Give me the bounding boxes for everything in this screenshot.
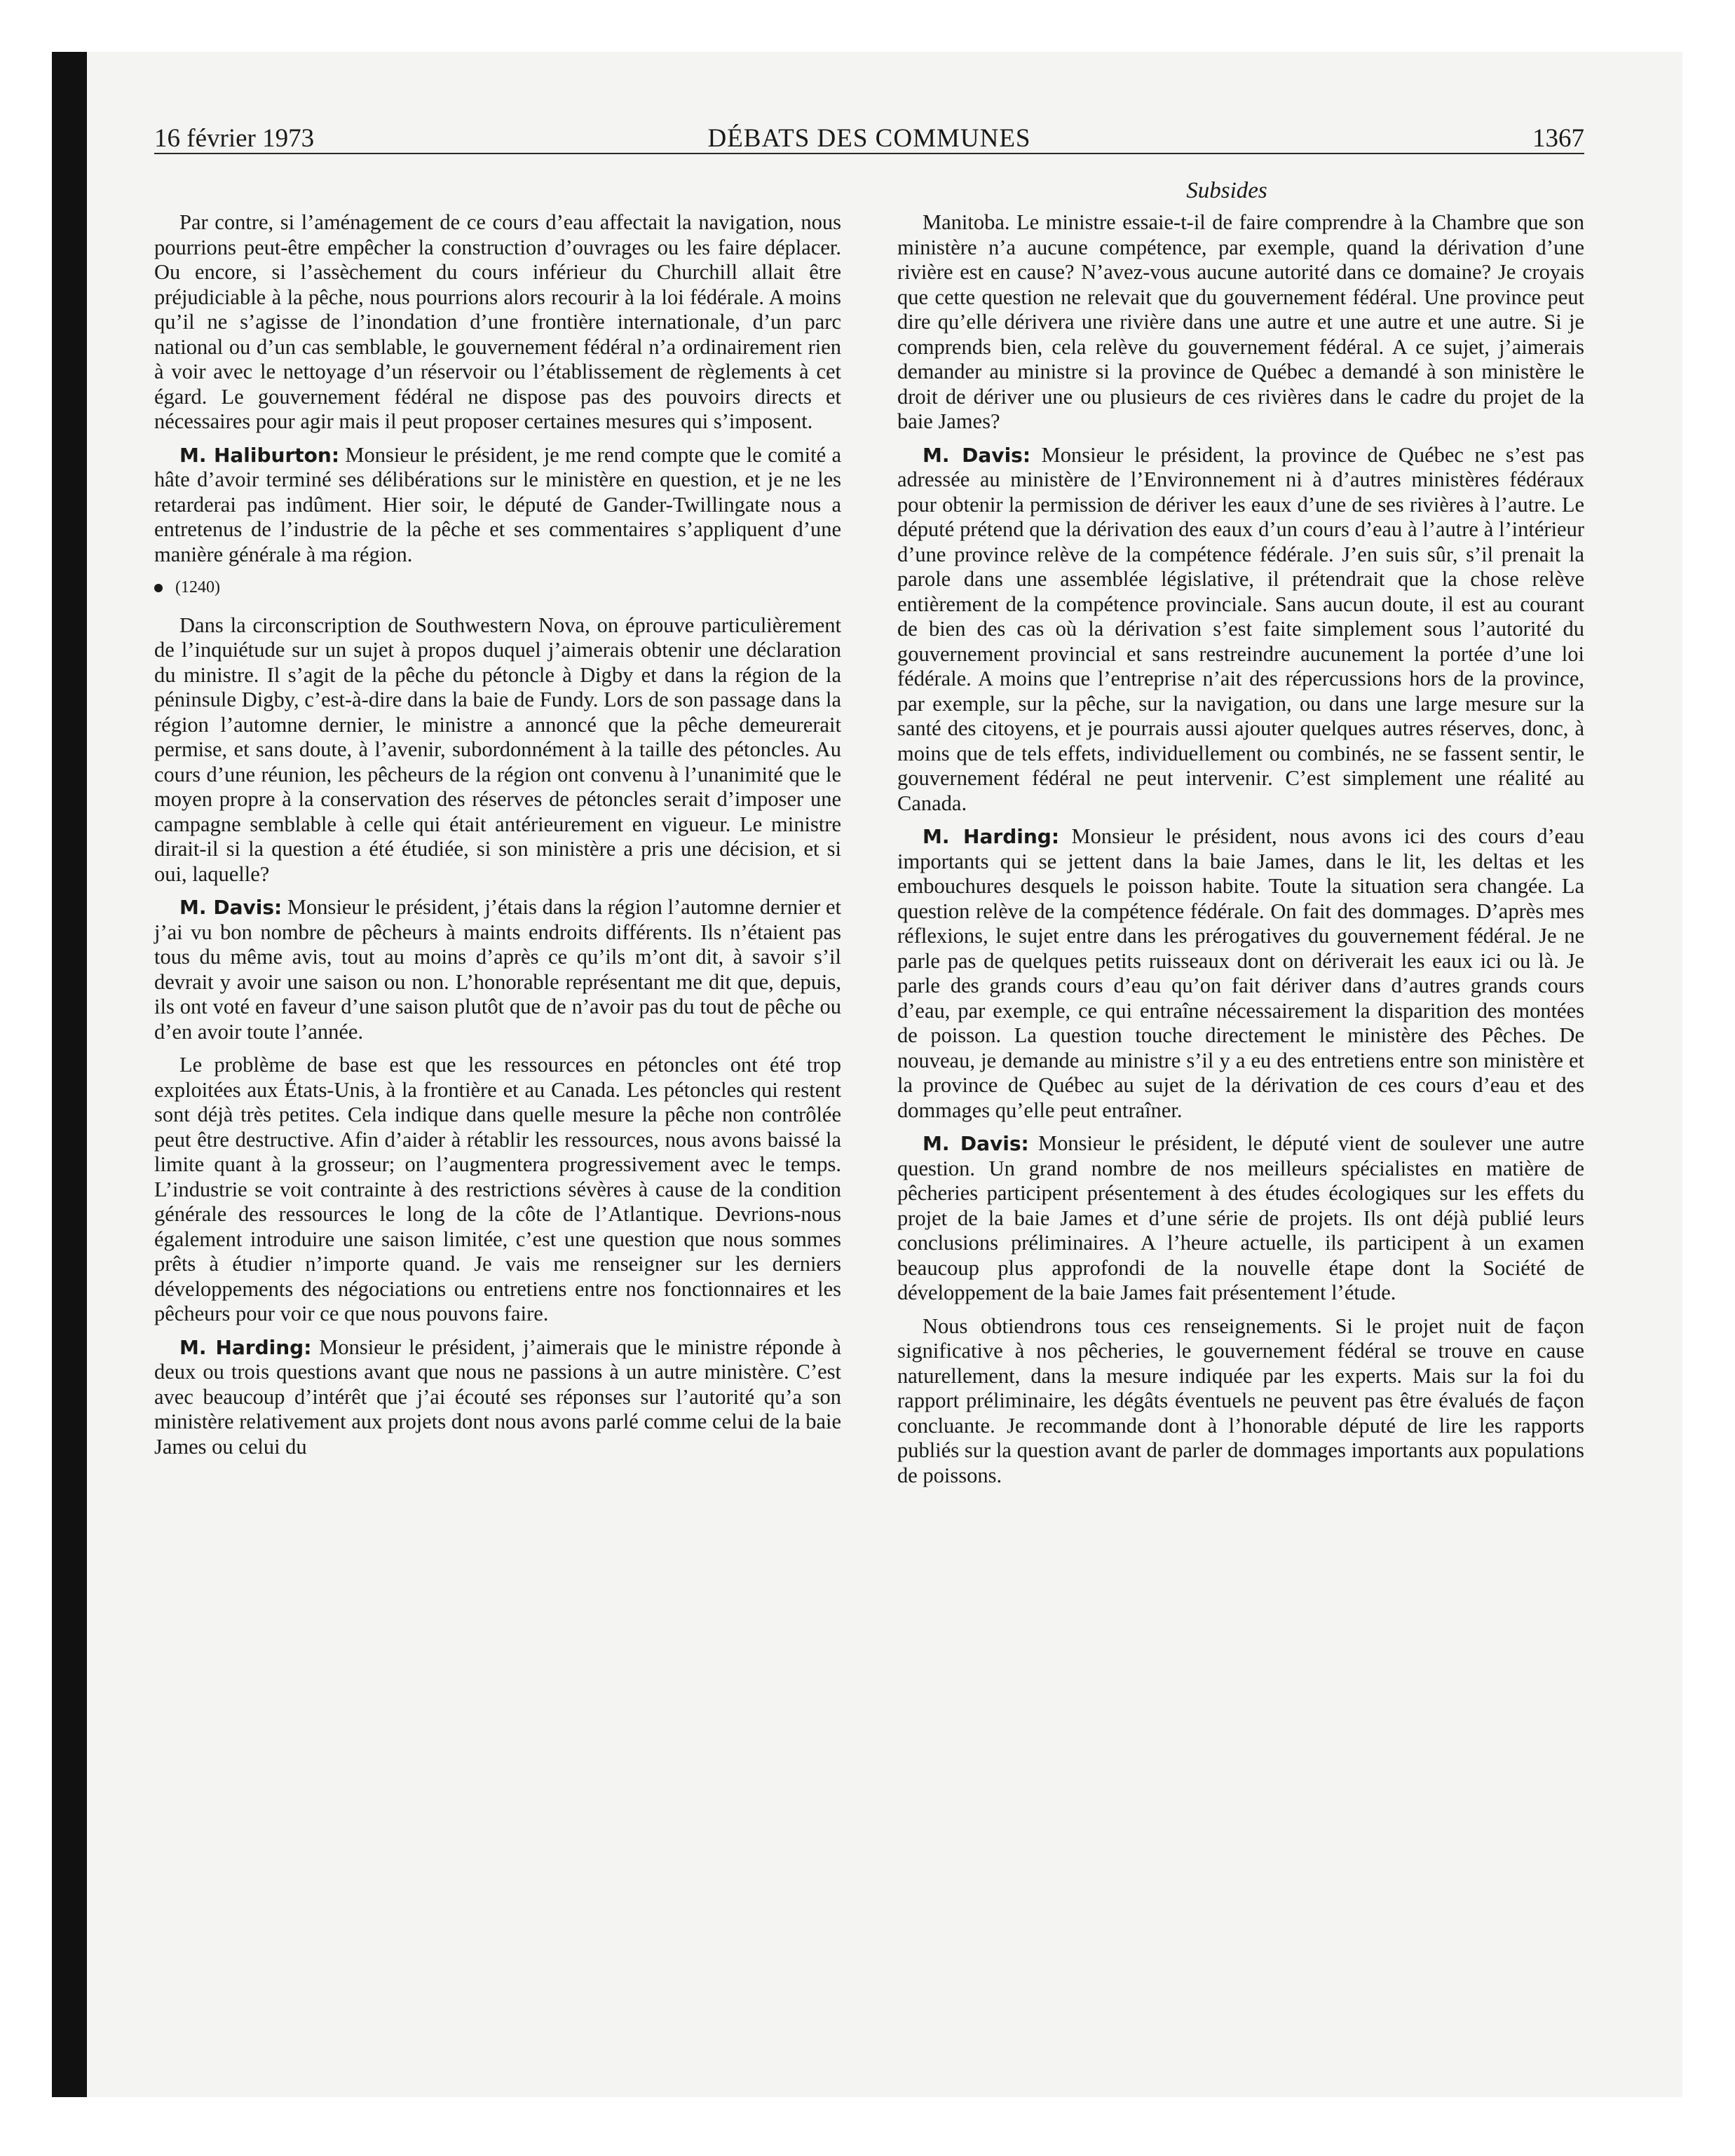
paragraph-text: Monsieur le président, nous avons ici des cours d’eau importants qui se jettent dans la baie James, dans le lit, les deltas et les embouchures desquels le poisson habite. Toute la situation sera changée. La question relève de la compétence fédérale. On fait des dommages. D’après mes réflexions, le sujet entre dans les prérogatives du gouvernement fédéral. Je ne parle pas de quelques petits ruisseaux dont on dériverait les eaux ici ou là. Je parle des grands cours d’eau qu’on fait dériver dans d’autres grands cours d’eau, par exemple, ce qui entraîne nécessairement la disparition des montées de poisson. La question touche directement le ministère des Pêches. De nouveau, je demande au ministre s’il y a eu des entretiens entre son ministère et la province de Québec au sujet de la dérivation de ces cours d’eau et des dommages qu’elle peut entraîner.	[897, 824, 1584, 1122]
header-rule	[154, 153, 1584, 154]
speaker-name: M. Harding:	[923, 825, 1060, 848]
paragraph	[154, 895, 841, 1044]
paragraph-text: Monsieur le président, j’étais dans la région l’automne dernier et j’ai vu bon nombre de pêcheurs à maints endroits différents. Ils n’étaient pas tous du même avis, tout au moins d’après ce qu’ils m’ont dit, à savoir s’il devrait y avoir une saison ou non. L’honorable représentant me dit que, depuis, ils ont voté en faveur d’une saison plutôt que de n’avoir pas du tout de pêche ou d’en avoir toute l’année.	[154, 895, 841, 1044]
paragraph	[897, 1131, 1584, 1306]
page-number: 1367	[1532, 124, 1584, 153]
paragraph	[154, 210, 841, 435]
paragraph-text: Monsieur le président, j’aimerais que le ministre réponde à deux ou trois questions avant que nous ne passions à un autre ministère. C’est avec beaucoup d’intérêt que j’ai écouté ses réponses sur l’autorité qu’a son ministère relativement aux projets dont nous avons parlé comme celui de la baie James ou celui du	[154, 1335, 842, 1459]
header-date: 16 février 1973	[154, 124, 315, 153]
paragraph	[154, 1335, 841, 1460]
speaker-name: M. Davis:	[923, 1132, 1029, 1155]
paragraph-text: Manitoba. Le ministre essaie-t-il de faire comprendre à la Chambre que son ministère n’a aucune compétence, par exemple, quand la dérivation d’une rivière est en cause? N’avez-vous aucune autorité dans ce domaine? Je croyais que cette question ne relevait que du gouvernement fédéral. Une province peut dire qu’elle dérivera une rivière dans une autre et une autre et une autre. Si je comprends bien, cela relève du gouvernement fédéral. A ce sujet, j’aimerais demander au ministre si la province de Québec a demandé à son ministère le droit de dériver une ou plusieurs de ces rivières dans le cadre du projet de la baie James?	[897, 210, 1584, 433]
paragraph	[897, 443, 1584, 817]
header-title: DÉBATS DES COMMUNES	[707, 124, 1031, 153]
left-column	[154, 210, 841, 1468]
speaker-name: M. Haliburton:	[179, 443, 340, 467]
scan-border	[52, 52, 87, 2097]
paragraph	[154, 443, 841, 568]
paragraph-text: Monsieur le président, je me rend compte que le comité a hâte d’avoir terminé ses délibérations sur le ministère en question, et je ne les retarderai pas indûment. Hier soir, le député de Gander-Twillingate nous a entretenus de l’industrie de la pêche et ses commentaires s’appliquent d’une manière générale à ma région.	[154, 442, 842, 566]
paragraph-text: Nous obtiendrons tous ces renseignements. Si le projet nuit de façon significative à nos pêcheries, le gouvernement fédéral se trouve en cause naturellement, dans la mesure indiquée par les experts. Mais sur la foi du rapport préliminaire, les dégâts éventuels ne peuvent pas être évalués de façon concluante. Je recommande dont à l’honorable député de lire les rapports publiés sur la question avant de parler de dommages importants aux populations de poissons.	[897, 1314, 1584, 1487]
paragraph-text: Dans la circonscription de Southwestern Nova, on éprouve particulièrement de l’inquiétude sur un sujet à propos duquel j’aimerais obtenir une déclaration du ministre. Il s’agit de la pêche du pétoncle à Digby et dans la région de la péninsule Digby, c’est-à-dire dans la baie de Fundy. Lors de son passage dans la région l’automne dernier, le ministre a annoncé que la pêche demeurerait permise, et sans doute, à l’avenir, subordonnément à la taille des pétoncles. Au cours d’une réunion, les pêcheurs de la région ont convenu à l’unanimité que le moyen propre à la conservation des réserves de pétoncles serait d’imposer une campagne semblable à celle qui était antérieurement en vigueur. Le ministre dirait-il si la question a été étudiée, si son ministère a pris une décision, et si oui, laquelle?	[154, 613, 841, 886]
paragraph-text: Par contre, si l’aménagement de ce cours d’eau affectait la navigation, nous pourrions peut-être empêcher la construction d’ouvrages ou les faire déplacer. Ou encore, si l’assèchement du cours inférieur du Churchill allait être préjudiciable à la pêche, nous pourrions alors recourir à la loi fédérale. A moins qu’il ne s’agisse de l’inondation d’une frontière internationale, d’un parc national ou d’un cas semblable, le gouvernement fédéral n’a ordinairement rien à voir avec le nettoyage d’un réservoir ou l’établissement de règlements à cet égard. Le gouvernement fédéral ne dispose pas des pouvoirs directs et nécessaires pour agir mais il peut proposer certaines mesures qui s’imposent.	[154, 210, 841, 433]
speaker-name: M. Davis:	[179, 896, 283, 919]
paragraph	[897, 1314, 1584, 1489]
paragraph	[897, 824, 1584, 1123]
paragraph	[154, 613, 841, 887]
paragraph	[897, 210, 1584, 435]
right-column	[897, 210, 1584, 1496]
paragraph	[154, 1053, 841, 1327]
paragraph-text: Monsieur le président, la province de Québec ne s’est pas adressée au ministère de l’Environnement ni à d’autres ministères fédéraux pour obtenir la permission de dériver les eaux d’une de ses rivières à l’autre. Le député prétend que la dérivation des eaux d’un cours d’eau à l’autre à l’intérieur d’une province relève de la compétence fédérale. J’en suis sûr, s’il prenait la parole dans une assemblée législative, il prétendrait que la chose relève entièrement de la compétence provinciale. Sans aucun doute, il est au courant de bien des cas où la dérivation s’est faite simplement sous l’autorité du gouvernement provincial et sans restreindre aucunement la portée d’une loi fédérale. A moins que l’entreprise n’ait des répercussions hors de la province, par exemple, sur la pêche, sur la navigation, ou dans une large mesure sur la santé des citoyens, et je pourrais aussi ajouter quelques autres réserves, donc, à moins que de tels effets, individuellement ou combinés, ne se fassent sentir, le gouvernement fédéral ne peut intervenir. C’est simplement une réalité au Canada.	[897, 442, 1584, 815]
bullet-icon	[154, 584, 163, 592]
paragraph-text: Monsieur le président, le député vient de soulever une autre question. Un grand nombre de nos meilleurs spécialistes en matière de pêcheries participent présentement à des études écologiques sur les effets du projet de la baie James et d’une série de projets. Ils ont déjà publié leurs conclusions préliminaires. A l’heure actuelle, ils participent à un examen beaucoup plus approfondi de la nouvelle étape dont la Société de développement de la baie James fait présentement l’étude.	[897, 1131, 1585, 1304]
speaker-name: M. Harding:	[179, 1335, 312, 1359]
time-marker-text: (1240)	[175, 578, 220, 596]
paragraph-text: Le problème de base est que les ressources en pétoncles ont été trop exploitées aux États-Unis, à la frontière et au Canada. Les pétoncles qui restent sont déjà très petites. Cela indique dans quelle mesure la pêche non contrôlée peut être destructive. Afin d’aider à rétablir les ressources, nous avons baissé la limite quant à la grosseur; on l’augmentera progressivement avec le temps. L’industrie se voit contrainte à des restrictions sévères à cause de la condition générale des ressources le long de la côte de l’Atlantique. Devrions-nous également introduire une saison limitée, c’est une question que nous sommes prêts à étudier n’importe quand. Je vais me renseigner sur les derniers développements des négociations ou entretiens entre nos fonctionnaires et les pêcheurs pour voir ce que nous pouvons faire.	[154, 1053, 841, 1325]
speaker-name: M. Davis:	[923, 443, 1031, 467]
section-title: Subsides	[1186, 178, 1267, 203]
time-marker	[154, 575, 841, 601]
